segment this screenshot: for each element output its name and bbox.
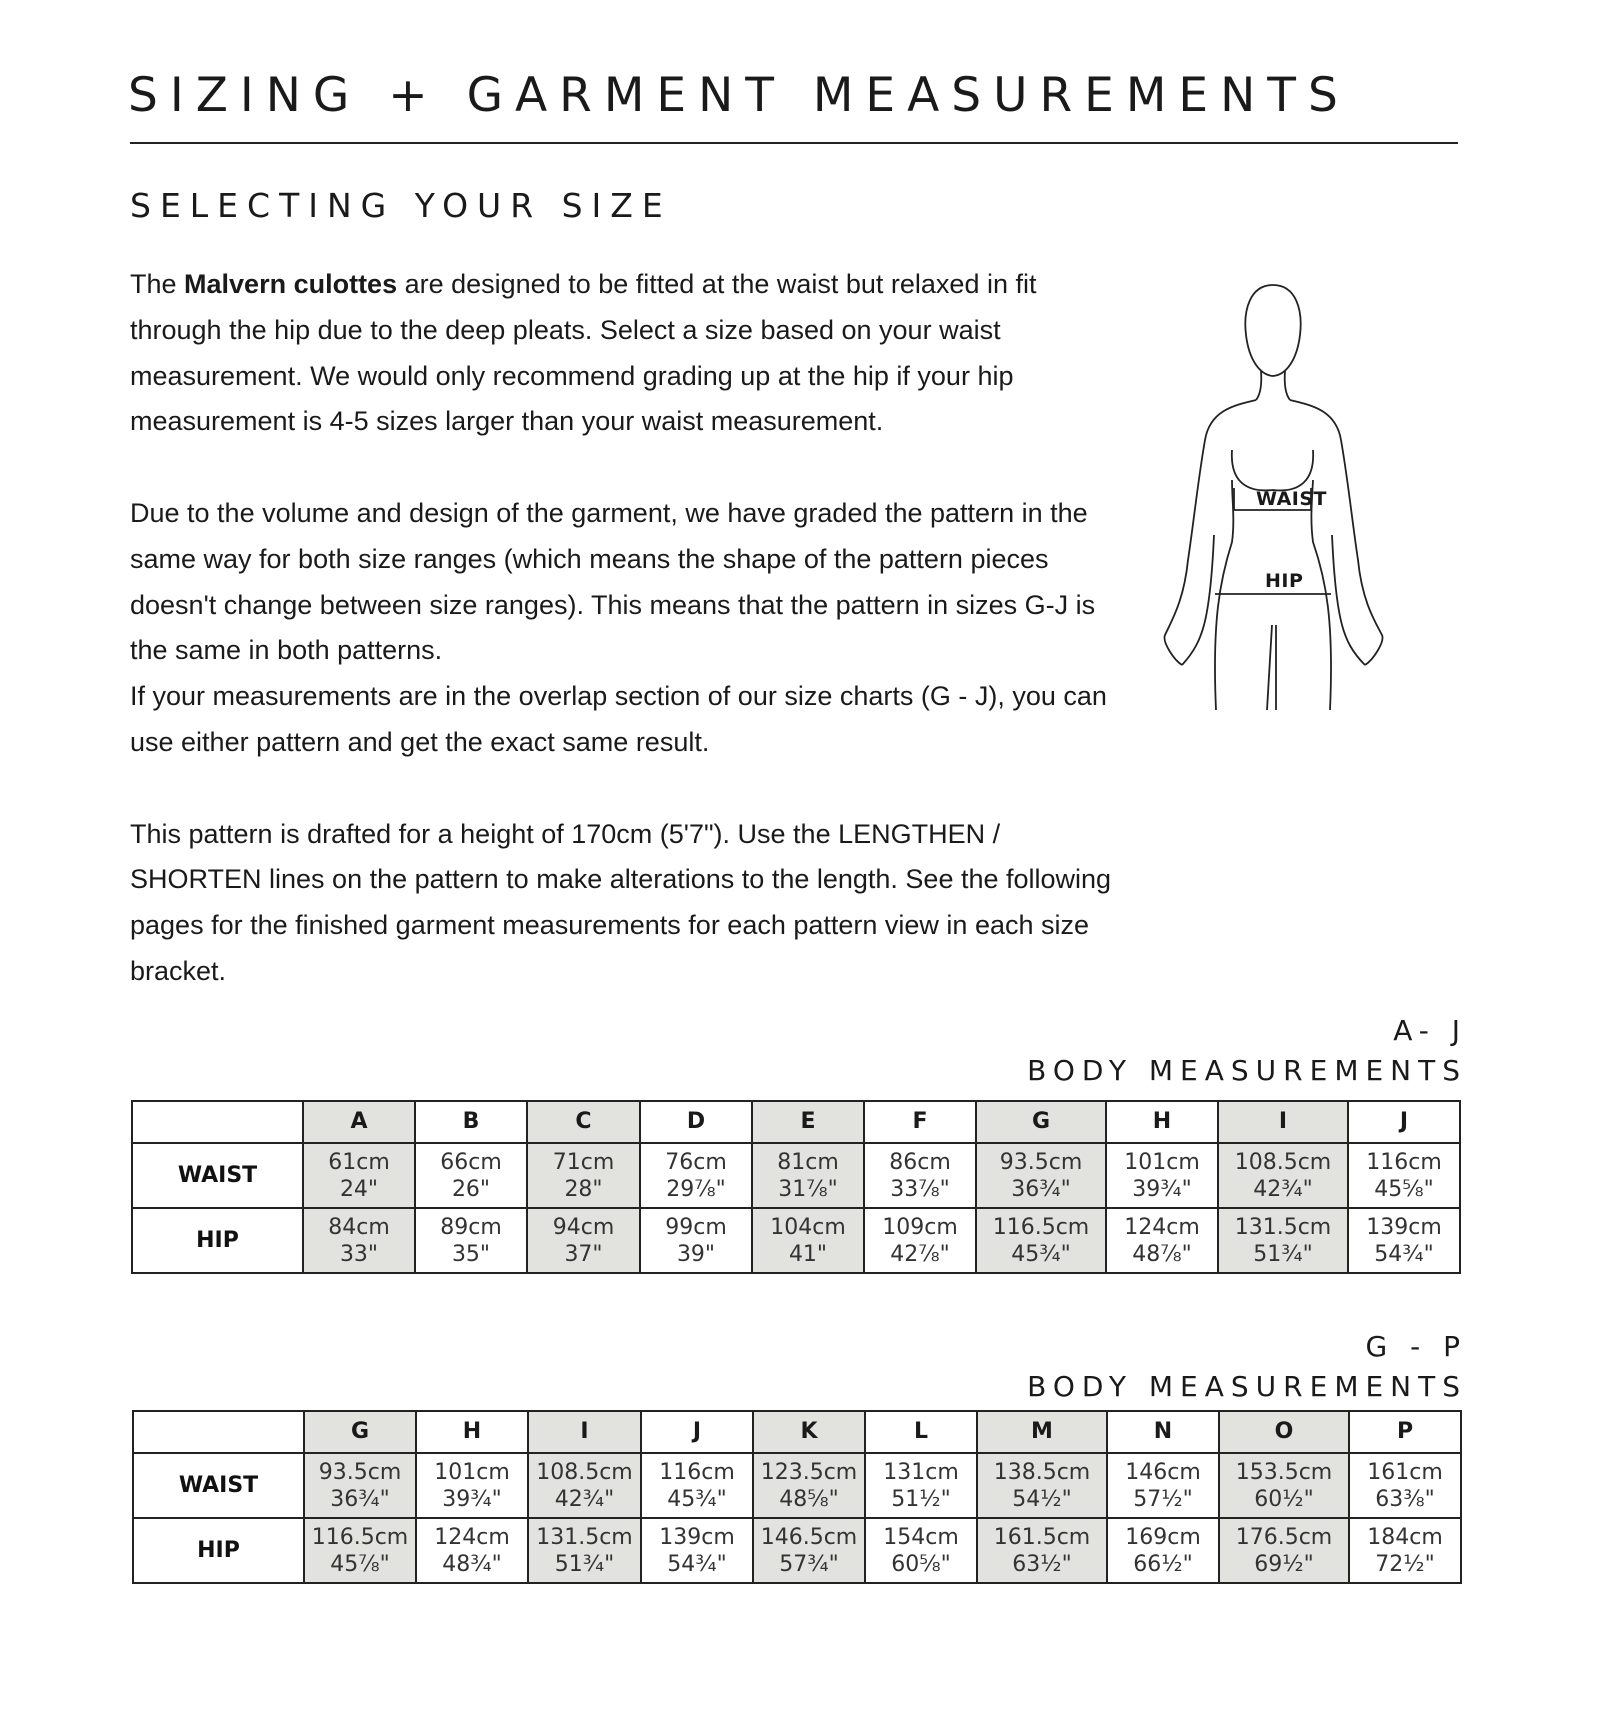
hip-measurement-cell — [1218, 1208, 1348, 1273]
hip-row — [133, 1518, 1461, 1583]
intro-paragraph-2: Due to the volume and design of the garment, we have graded the pattern in the same way for both size ranges (which means the shape of the pattern pieces doesn't change between size ranges). This means that the pattern in sizes G-J is the same in both patterns. — [130, 497, 1096, 666]
range-label-a-j: A- J — [1393, 1014, 1467, 1047]
measurement-inches: 60½" — [1254, 1486, 1314, 1512]
size-header: G — [304, 1411, 416, 1453]
size-header: B — [415, 1101, 527, 1143]
waist-measurement-cell — [1106, 1143, 1218, 1208]
waist-measurement-cell — [1218, 1143, 1348, 1208]
waist-measurement-cell — [415, 1143, 527, 1208]
measurement-cm: 139cm — [1366, 1214, 1442, 1240]
measurement-cm: 71cm — [552, 1149, 615, 1175]
measurement-cm: 169cm — [1125, 1524, 1201, 1550]
waist-measurement-cell — [528, 1453, 641, 1518]
measurement-inches: 35" — [451, 1241, 491, 1267]
hip-measurement-cell — [1107, 1518, 1219, 1583]
size-header: P — [1349, 1411, 1461, 1453]
measurement-cm: 116.5cm — [992, 1214, 1090, 1240]
measurement-cm: 138.5cm — [993, 1459, 1091, 1485]
size-header: E — [752, 1101, 864, 1143]
waist-measurement-cell — [641, 1453, 753, 1518]
intro-paragraph-4: This pattern is drafted for a height of 170cm (5'7"). Use the LENGTHEN / SHORTEN lines on the pattern to make alterations to the length. See the following pages for the finished garment measurements for each pattern view in each size bracket. — [130, 818, 1112, 986]
waist-measurement-cell — [1348, 1143, 1460, 1208]
size-header: N — [1107, 1411, 1219, 1453]
measurement-inches: 42¾" — [1253, 1176, 1313, 1202]
size-header: I — [528, 1411, 641, 1453]
size-header: J — [641, 1411, 753, 1453]
hip-measurement-cell — [752, 1208, 864, 1273]
waist-row-label: WAIST — [133, 1453, 304, 1518]
measurement-inches: 57½" — [1133, 1486, 1193, 1512]
size-header: J — [1348, 1101, 1460, 1143]
hip-measurement-cell — [641, 1518, 753, 1583]
waist-measurement-cell — [303, 1143, 415, 1208]
size-header: F — [864, 1101, 976, 1143]
hip-row-label: HIP — [132, 1208, 303, 1273]
measurement-inches: 51½" — [891, 1486, 951, 1512]
measurement-inches: 54¾" — [1374, 1241, 1434, 1267]
size-header: C — [527, 1101, 640, 1143]
table-heading-a-j: BODY MEASUREMENTS — [1027, 1054, 1467, 1087]
waist-measurement-cell — [753, 1453, 865, 1518]
measurement-inches: 42⅞" — [890, 1241, 950, 1267]
waist-row — [133, 1453, 1461, 1518]
size-header: G — [976, 1101, 1106, 1143]
measurement-cm: 93.5cm — [318, 1459, 402, 1485]
hip-measurement-cell — [976, 1208, 1106, 1273]
measurement-cm: 66cm — [440, 1149, 502, 1175]
size-header: L — [865, 1411, 977, 1453]
measurement-cm: 93.5cm — [999, 1149, 1083, 1175]
table-heading-g-p: BODY MEASUREMENTS — [1027, 1370, 1467, 1403]
measurement-inches: 54½" — [1012, 1486, 1072, 1512]
measurement-cm: 101cm — [1124, 1149, 1200, 1175]
measurement-inches: 26" — [451, 1176, 491, 1202]
section-heading: SELECTING YOUR SIZE — [130, 186, 672, 225]
measurement-inches: 48⅝" — [779, 1486, 839, 1512]
waist-measurement-cell — [865, 1453, 977, 1518]
measurement-inches: 51¾" — [1253, 1241, 1313, 1267]
measurement-inches: 37" — [564, 1241, 603, 1267]
waist-measurement-cell — [977, 1453, 1107, 1518]
measurement-inches: 33" — [339, 1241, 379, 1267]
measurement-inches: 60⅝" — [891, 1551, 951, 1577]
measurement-cm: 139cm — [659, 1524, 735, 1550]
size-header: I — [1218, 1101, 1348, 1143]
measurement-cm: 108.5cm — [1234, 1149, 1332, 1175]
measurement-cm: 94cm — [552, 1214, 615, 1240]
intro-text-run: are designed to be fitted at the waist but relaxed in fit through the hip due to the deep pleats. Select a size based on your waist measurement. We would only recommend grading up at the hip if your hip measurement is 4-5 sizes larger than your waist measurement. — [130, 269, 1037, 437]
measurement-inches: 48⅞" — [1132, 1241, 1192, 1267]
measurement-inches: 45⅝" — [1374, 1176, 1434, 1202]
hip-measurement-cell — [528, 1518, 641, 1583]
measurement-inches: 54¾" — [667, 1551, 727, 1577]
measurement-inches: 45¾" — [667, 1486, 727, 1512]
measurement-inches: 36¾" — [1011, 1176, 1071, 1202]
measurement-inches: 63½" — [1012, 1551, 1072, 1577]
intro-text-run: The — [130, 269, 185, 299]
waist-measurement-cell — [752, 1143, 864, 1208]
measurement-inches: 41" — [788, 1241, 828, 1267]
measurement-cm: 146.5cm — [760, 1524, 858, 1550]
measurement-inches: 36¾" — [330, 1486, 390, 1512]
measurement-inches: 42¾" — [554, 1486, 615, 1512]
size-header: O — [1219, 1411, 1349, 1453]
measurement-inches: 63⅜" — [1375, 1486, 1435, 1512]
waist-measurement-cell — [304, 1453, 416, 1518]
size-table-g-p — [132, 1410, 1462, 1584]
measurement-cm: 81cm — [777, 1149, 839, 1175]
size-header: D — [640, 1101, 752, 1143]
measurement-inches: 39¾" — [1132, 1176, 1192, 1202]
page-title: SIZING + GARMENT MEASUREMENTS — [128, 68, 1350, 123]
hip-measurement-cell — [527, 1208, 640, 1273]
corner-cell — [132, 1101, 303, 1143]
measurement-inches: 48¾" — [442, 1551, 502, 1577]
waist-row-label: WAIST — [132, 1143, 303, 1208]
hip-measurement-cell — [415, 1208, 527, 1273]
body-figure-illustration — [1160, 280, 1460, 720]
waist-row — [132, 1143, 1460, 1208]
size-header: H — [1106, 1101, 1218, 1143]
measurement-cm: 116cm — [659, 1459, 735, 1485]
measurement-cm: 146cm — [1125, 1459, 1201, 1485]
hip-measurement-cell — [1348, 1208, 1460, 1273]
measurement-inches: 66½" — [1133, 1551, 1193, 1577]
waist-measurement-cell — [976, 1143, 1106, 1208]
measurement-inches: 39" — [676, 1241, 716, 1267]
intro-text — [130, 262, 1130, 995]
measurement-cm: 116.5cm — [311, 1524, 409, 1550]
hip-measurement-cell — [864, 1208, 976, 1273]
measurement-cm: 161.5cm — [993, 1524, 1091, 1550]
hip-measurement-cell — [865, 1518, 977, 1583]
size-header: H — [416, 1411, 528, 1453]
measurement-cm: 124cm — [1124, 1214, 1200, 1240]
measurement-cm: 89cm — [440, 1214, 502, 1240]
waist-measurement-cell — [640, 1143, 752, 1208]
measurement-inches: 57¾" — [779, 1551, 839, 1577]
title-divider — [130, 142, 1458, 144]
measurement-cm: 101cm — [434, 1459, 510, 1485]
waist-label: WAIST — [1256, 488, 1328, 510]
waist-measurement-cell — [527, 1143, 640, 1208]
range-label-g-p: G - P — [1365, 1330, 1467, 1363]
hip-measurement-cell — [1349, 1518, 1461, 1583]
waist-measurement-cell — [1219, 1453, 1349, 1518]
hip-measurement-cell — [753, 1518, 865, 1583]
measurement-inches: 51¾" — [554, 1551, 615, 1577]
measurement-inches: 24" — [339, 1176, 379, 1202]
measurement-inches: 29⅞" — [666, 1176, 726, 1202]
size-header-row — [132, 1101, 1460, 1143]
hip-row — [132, 1208, 1460, 1273]
hip-label: HIP — [1265, 570, 1304, 592]
measurement-cm: 124cm — [434, 1524, 510, 1550]
measurement-cm: 131.5cm — [536, 1524, 633, 1550]
measurement-cm: 104cm — [770, 1214, 846, 1240]
measurement-inches: 33⅞" — [890, 1176, 950, 1202]
waist-measurement-cell — [1349, 1453, 1461, 1518]
measurement-cm: 61cm — [328, 1149, 390, 1175]
measurement-inches: 39¾" — [442, 1486, 502, 1512]
hip-measurement-cell — [977, 1518, 1107, 1583]
waist-measurement-cell — [1107, 1453, 1219, 1518]
measurement-cm: 123.5cm — [760, 1459, 858, 1485]
measurement-inches: 72½" — [1375, 1551, 1435, 1577]
measurement-inches: 31⅞" — [778, 1176, 838, 1202]
waist-measurement-cell — [864, 1143, 976, 1208]
measurement-cm: 153.5cm — [1235, 1459, 1333, 1485]
measurement-cm: 99cm — [665, 1214, 727, 1240]
measurement-cm: 131cm — [883, 1459, 959, 1485]
hip-measurement-cell — [416, 1518, 528, 1583]
size-header: K — [753, 1411, 865, 1453]
measurement-inches: 28" — [564, 1176, 603, 1202]
measurement-cm: 76cm — [665, 1149, 727, 1175]
hip-measurement-cell — [303, 1208, 415, 1273]
measurement-cm: 131.5cm — [1234, 1214, 1332, 1240]
size-header-row — [133, 1411, 1461, 1453]
product-name: Malvern culottes — [184, 269, 398, 299]
measurement-cm: 184cm — [1367, 1524, 1443, 1550]
size-table-a-j — [131, 1100, 1461, 1274]
measurement-cm: 161cm — [1367, 1459, 1443, 1485]
hip-row-label: HIP — [133, 1518, 304, 1583]
intro-paragraph-3: If your measurements are in the overlap section of our size charts (G - J), you can use either pattern and get the exact same result. — [130, 681, 1107, 757]
hip-measurement-cell — [1219, 1518, 1349, 1583]
measurement-inches: 69½" — [1254, 1551, 1314, 1577]
measurement-cm: 108.5cm — [536, 1459, 633, 1485]
intro-paragraph-1 — [130, 262, 1130, 445]
hip-measurement-cell — [640, 1208, 752, 1273]
waist-measurement-cell — [416, 1453, 528, 1518]
measurement-cm: 109cm — [882, 1214, 958, 1240]
measurement-inches: 45¾" — [1011, 1241, 1071, 1267]
corner-cell — [133, 1411, 304, 1453]
measurement-cm: 176.5cm — [1235, 1524, 1333, 1550]
measurement-cm: 86cm — [889, 1149, 951, 1175]
hip-measurement-cell — [1106, 1208, 1218, 1273]
size-header: A — [303, 1101, 415, 1143]
measurement-cm: 154cm — [883, 1524, 959, 1550]
size-header: M — [977, 1411, 1107, 1453]
measurement-cm: 116cm — [1366, 1149, 1442, 1175]
measurement-cm: 84cm — [328, 1214, 390, 1240]
hip-measurement-cell — [304, 1518, 416, 1583]
measurement-inches: 45⅞" — [330, 1551, 390, 1577]
